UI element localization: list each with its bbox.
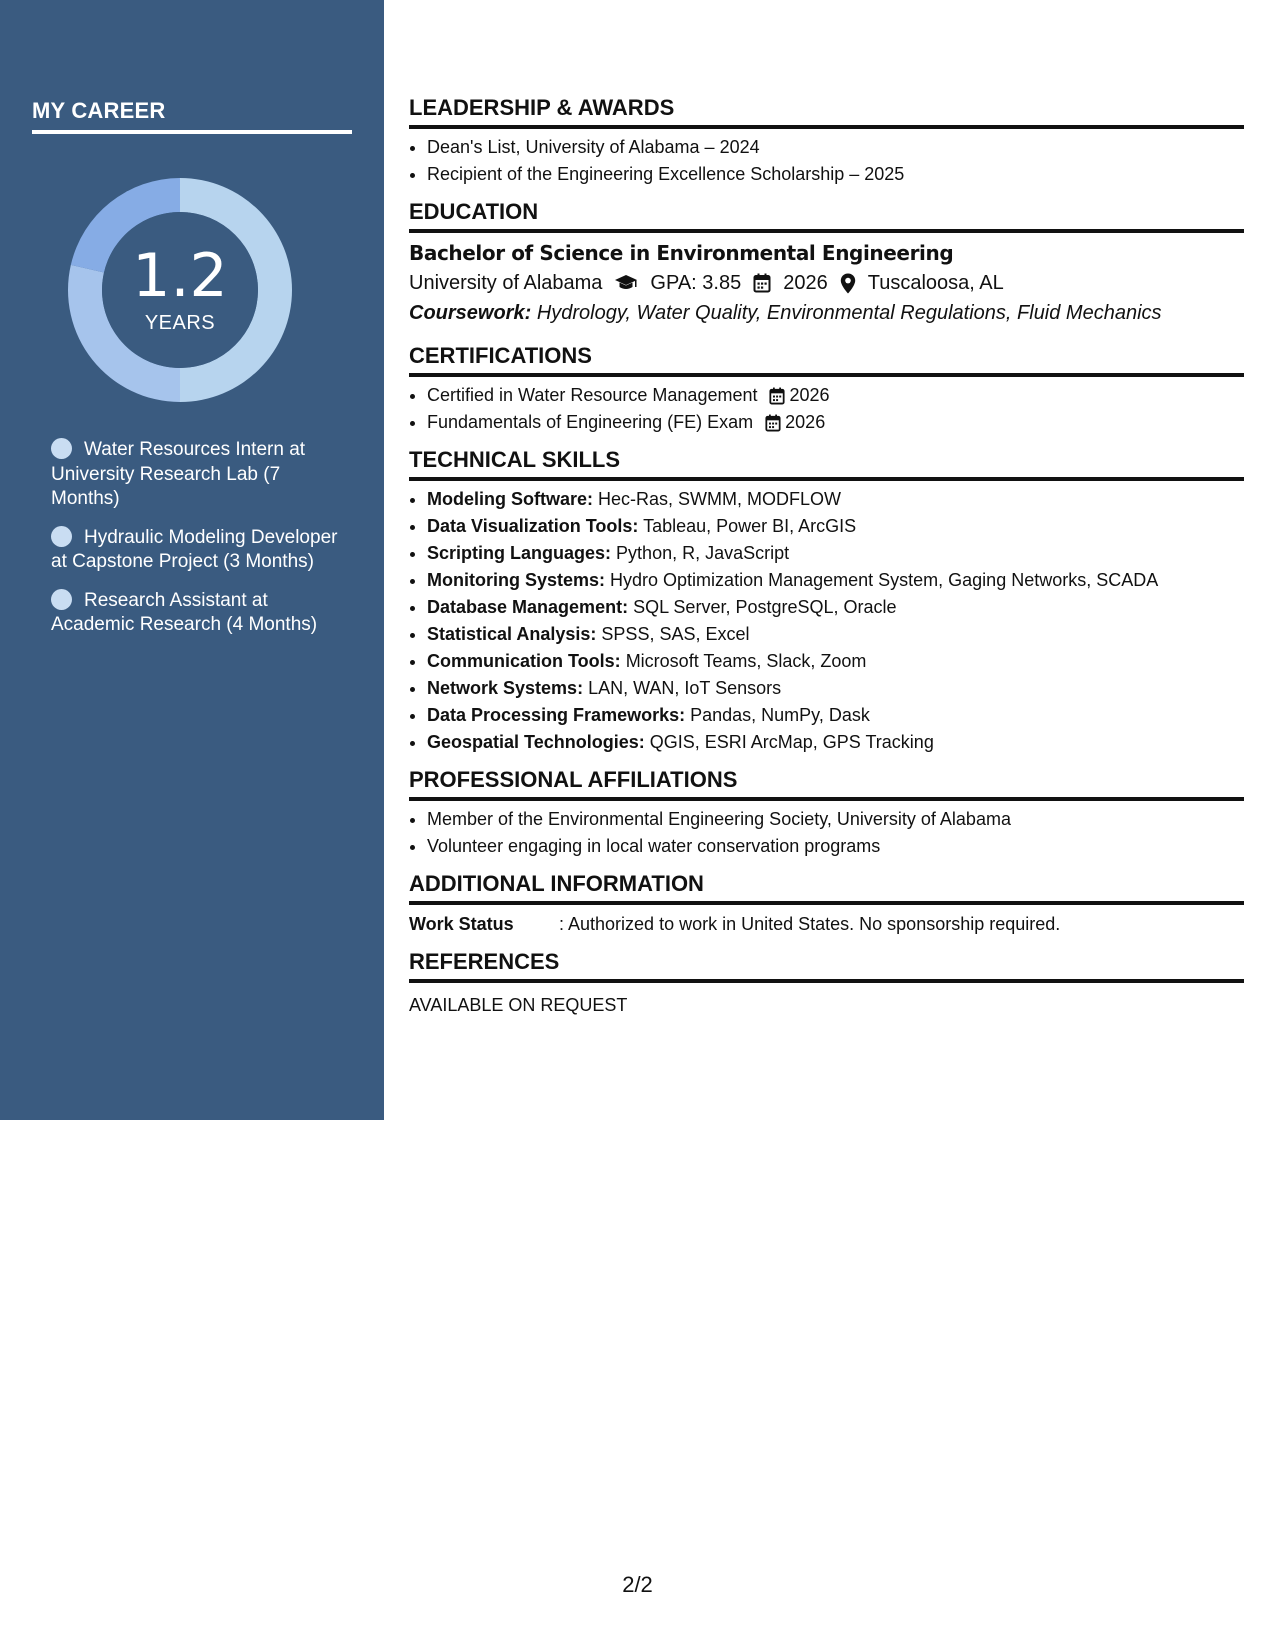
certification-year: 2026 <box>785 412 826 432</box>
skill-value: Tableau, Power BI, ArcGIS <box>643 516 857 536</box>
bullet-dot-icon <box>51 589 72 610</box>
career-years-value: 1.2 <box>132 241 228 311</box>
sidebar-title-divider <box>32 130 352 134</box>
skill-value: Microsoft Teams, Slack, Zoom <box>625 651 867 671</box>
career-item <box>51 589 341 638</box>
skill-value: SPSS, SAS, Excel <box>601 624 750 644</box>
list-item: • Dean's List, University of Alabama – 2024 <box>427 134 1244 161</box>
skill-label: Data Visualization Tools: <box>427 516 639 536</box>
career-item <box>51 526 341 575</box>
additional-info-section <box>409 868 1244 938</box>
gpa-value: GPA: 3.85 <box>650 272 742 294</box>
skill-value: LAN, WAN, IoT Sensors <box>588 678 782 698</box>
school-name: University of Alabama <box>409 272 603 294</box>
skill-item <box>427 486 1244 513</box>
coursework-list: Hydrology, Water Quality, Environmental Regulations, Fluid Mechanics <box>536 302 1162 324</box>
bullet-dot-icon <box>51 526 72 547</box>
skill-value: SQL Server, PostgreSQL, Oracle <box>633 597 897 617</box>
degree-title: Bachelor of Science in Environmental Engineering <box>409 241 954 265</box>
sidebar <box>0 0 384 1120</box>
school-location: Tuscaloosa, AL <box>867 272 1004 294</box>
calendar-icon <box>765 414 781 432</box>
certifications-list <box>409 382 1244 436</box>
certification-item <box>427 409 1244 436</box>
sidebar-title: MY CAREER <box>32 98 166 123</box>
list-item: • Recipient of the Engineering Excellence Scholarship – 2025 <box>427 161 1244 188</box>
section-divider <box>409 797 1244 801</box>
leadership-list <box>409 134 1244 188</box>
skill-label: Communication Tools: <box>427 651 621 671</box>
skill-item <box>427 702 1244 729</box>
education-section <box>409 196 1244 328</box>
skill-item <box>427 621 1244 648</box>
certification-item <box>427 382 1244 409</box>
certifications-section <box>409 340 1244 436</box>
main-content <box>409 92 1244 1027</box>
career-item <box>51 438 341 512</box>
skill-item <box>427 648 1244 675</box>
skill-label: Statistical Analysis: <box>427 624 597 644</box>
skill-item <box>427 567 1244 594</box>
section-divider <box>409 901 1244 905</box>
affiliations-section <box>409 764 1244 860</box>
section-divider <box>409 979 1244 983</box>
section-divider <box>409 373 1244 377</box>
section-divider <box>409 125 1244 129</box>
career-item-label: Water Resources Intern at University Research Lab (7 Months) <box>51 439 306 509</box>
skill-label: Geospatial Technologies: <box>427 732 645 752</box>
page-number: 2/2 <box>622 1572 653 1597</box>
calendar-icon <box>769 387 785 405</box>
section-divider <box>409 477 1244 481</box>
certification-year: 2026 <box>789 385 830 405</box>
skill-label: Scripting Languages: <box>427 543 612 563</box>
career-years-unit: YEARS <box>144 312 216 334</box>
skill-value: Pandas, NumPy, Dask <box>690 705 870 725</box>
work-status-value: : Authorized to work in United States. No sponsorship required. <box>559 914 1061 934</box>
certification-name: • Fundamentals of Engineering (FE) Exam <box>427 412 754 432</box>
list-item: • Member of the Environmental Engineering Society, University of Alabama <box>427 806 1244 833</box>
skill-item <box>427 513 1244 540</box>
skill-value: Hec-Ras, SWMM, MODFLOW <box>598 489 842 509</box>
references-text: AVAILABLE ON REQUEST <box>409 995 628 1015</box>
bullet-dot-icon <box>51 438 72 459</box>
affiliations-list <box>409 806 1244 860</box>
certification-name: • Certified in Water Resource Management <box>427 385 758 405</box>
section-heading: LEADERSHIP & AWARDS <box>409 95 675 120</box>
skill-label: Data Processing Frameworks: <box>427 705 686 725</box>
skill-item <box>427 540 1244 567</box>
skill-label: Modeling Software: <box>427 489 593 509</box>
section-heading: PROFESSIONAL AFFILIATIONS <box>409 767 738 792</box>
skill-item <box>427 729 1244 756</box>
work-status-label: Work Status <box>409 914 514 934</box>
graduation-cap-icon <box>614 274 638 292</box>
skill-label: Monitoring Systems: <box>427 570 606 590</box>
calendar-icon <box>753 273 771 293</box>
section-heading: ADDITIONAL INFORMATION <box>409 871 704 896</box>
coursework-line <box>409 298 1244 328</box>
skill-item <box>427 594 1244 621</box>
skill-item <box>427 675 1244 702</box>
skill-value: Hydro Optimization Management System, Gaging Networks, SCADA <box>610 570 1159 590</box>
skills-list <box>409 486 1244 756</box>
skill-value: Python, R, JavaScript <box>616 543 790 563</box>
graduation-year: 2026 <box>783 272 828 294</box>
career-item-label: Research Assistant at Academic Research (4 Months) <box>51 589 318 635</box>
section-heading: TECHNICAL SKILLS <box>409 447 621 472</box>
section-heading: EDUCATION <box>409 199 539 224</box>
skill-label: Database Management: <box>427 597 629 617</box>
skill-label: Network Systems: <box>427 678 584 698</box>
work-status-row <box>409 911 1244 938</box>
references-section <box>409 946 1244 1019</box>
leadership-section <box>409 92 1244 188</box>
education-details <box>409 268 1244 298</box>
list-item: • Volunteer engaging in local water conservation programs <box>427 833 1244 860</box>
career-item-label: Hydraulic Modeling Developer at Capstone Project (3 Months) <box>51 526 338 572</box>
skills-section <box>409 444 1244 756</box>
section-divider <box>409 229 1244 233</box>
coursework-label: Coursework: <box>409 302 532 324</box>
section-heading: CERTIFICATIONS <box>409 343 592 368</box>
section-heading: REFERENCES <box>409 949 560 974</box>
career-list <box>51 438 341 652</box>
skill-value: QGIS, ESRI ArcMap, GPS Tracking <box>649 732 934 752</box>
map-pin-icon <box>840 273 856 294</box>
